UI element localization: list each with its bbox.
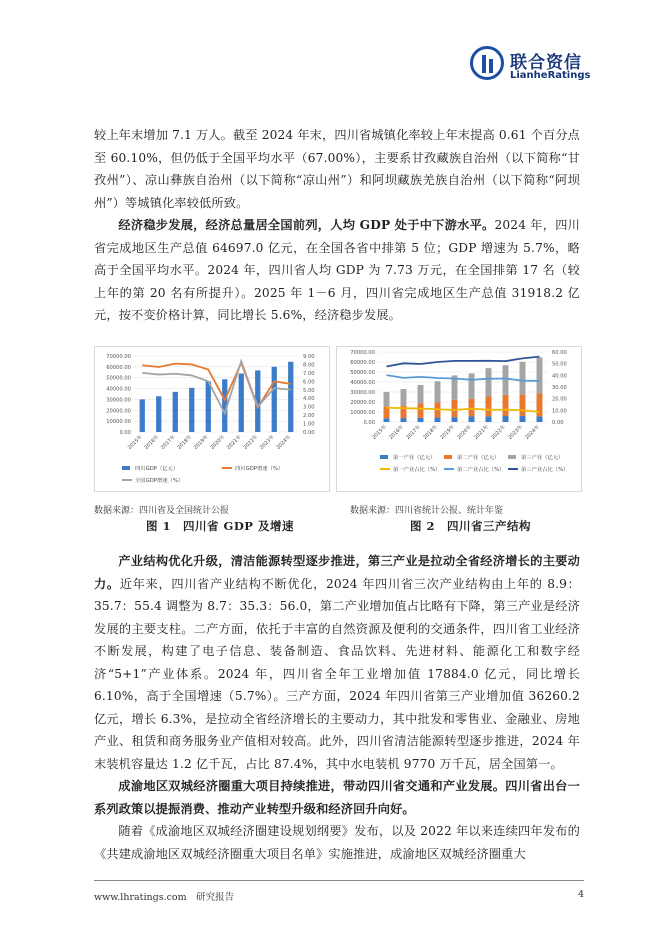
chart-gdp-growth xyxy=(94,346,330,492)
legend-label: 第二产业（亿元） xyxy=(457,455,500,461)
y-right-tick-label: 4.00 xyxy=(303,396,315,403)
x-tick-label: 2017年 xyxy=(159,434,177,451)
figure2-source: 数据来源：四川省统计公报、统计年鉴 xyxy=(350,506,504,516)
bar xyxy=(288,362,293,432)
body-text-top xyxy=(94,124,580,327)
x-tick-label: 2023年 xyxy=(258,434,276,451)
bar xyxy=(469,416,475,422)
x-tick-label: 2024年 xyxy=(524,424,541,441)
bar xyxy=(486,396,492,416)
legend-swatch xyxy=(444,455,452,459)
bar xyxy=(435,381,441,402)
y-right-tick-label: 1.00 xyxy=(303,421,315,428)
series-line xyxy=(387,375,540,381)
series-line xyxy=(387,408,540,412)
y-tick-label: 40000.00 xyxy=(106,386,131,393)
x-tick-label: 2018年 xyxy=(422,424,439,441)
bar xyxy=(173,392,178,432)
bar xyxy=(469,373,475,398)
paragraph-economy-body: 2024 年，四川省完成地区生产总值 64697.0 亿元，在全国各省中排第 5 位；GDP 增速为 5.7%，略高于全国平均水平。2024 年，四川省人均 GDP 为 7.73 万元，在全国排第 17 名（较上年的第 20 名有所提升）。2025 年 1－6 月，四川省完成地区生产总值 31918.2 亿元，按不变价格计算，同比增长 5.6%，经济稳步发展。 xyxy=(94,218,580,322)
brand-name-en: LianheRatings xyxy=(510,70,591,81)
x-tick-label: 2021年 xyxy=(225,434,243,451)
figure1-caption: 图 1 四川省 GDP 及增速 xyxy=(146,519,294,533)
bar xyxy=(520,416,526,422)
bar xyxy=(384,392,390,406)
x-tick-label: 2022年 xyxy=(242,434,260,451)
y-tick-label: 40000.00 xyxy=(350,380,375,386)
y-right-tick-label: 10.00 xyxy=(552,408,567,415)
paragraph-projects: 随着《成渝地区双城经济圈建设规划纲要》发布，以及 2022 年以来连续四年发布的《共建成渝地区双城经济圈重大项目名单》实施推进，成渝地区双城经济圈重大 xyxy=(94,824,580,861)
y-tick-label: 0.00 xyxy=(119,430,131,436)
y-right-tick-label: 60.00 xyxy=(552,350,567,356)
bar xyxy=(156,396,161,432)
x-tick-label: 2022年 xyxy=(490,424,507,441)
y-right-tick-label: 5.00 xyxy=(303,387,315,394)
y-tick-label: 60000.00 xyxy=(106,364,131,371)
paragraph-economy xyxy=(94,214,580,327)
legend-label: 第一产业（亿元） xyxy=(393,455,436,461)
legend-label: 第一产业占比（%） xyxy=(393,467,441,473)
bar xyxy=(418,418,424,422)
x-tick-label: 2021年 xyxy=(473,424,490,441)
bar xyxy=(486,368,492,396)
bar xyxy=(384,418,390,422)
bar xyxy=(537,357,543,393)
y-tick-label: 30000.00 xyxy=(350,390,375,396)
x-tick-label: 2024年 xyxy=(275,434,293,451)
x-tick-label: 2019年 xyxy=(192,434,210,451)
bar xyxy=(401,389,407,406)
y-right-tick-label: 20.00 xyxy=(552,396,567,403)
bar xyxy=(537,416,543,422)
brand-name-cn: 联合资信 xyxy=(510,53,582,73)
bar xyxy=(486,416,492,422)
series-line xyxy=(142,361,291,413)
bar xyxy=(503,365,509,395)
series-line xyxy=(142,363,291,408)
x-tick-label: 2015年 xyxy=(371,424,388,441)
figure2-caption: 图 2 四川省三产结构 xyxy=(410,519,532,533)
bar xyxy=(140,399,145,432)
bar xyxy=(452,417,458,422)
y-tick-label: 50000.00 xyxy=(350,370,375,376)
bar xyxy=(418,385,424,403)
x-tick-label: 2015年 xyxy=(126,434,144,451)
y-tick-label: 60000.00 xyxy=(350,360,375,366)
bar xyxy=(272,367,277,432)
paragraph-economy-heading: 经济稳步发展，经济总量居全国前列，人均 GDP 处于中下游水平。 xyxy=(118,218,495,232)
y-right-tick-label: 30.00 xyxy=(552,385,567,391)
y-right-tick-label: 2.00 xyxy=(303,413,315,420)
body-text-bottom xyxy=(94,550,580,865)
paragraph-chengyu-heading: 成渝地区双城经济圈重大项目持续推进，带动四川省交通和产业发展。四川省出台一系列政策以提振消费、推动产业转型升级和经济回升向好。 xyxy=(94,779,580,816)
bar xyxy=(520,362,526,395)
footer-label: 研究报告 xyxy=(196,892,235,903)
y-tick-label: 10000.00 xyxy=(350,410,375,416)
y-tick-label: 70000.00 xyxy=(350,350,375,356)
footer-divider xyxy=(94,880,584,881)
x-tick-label: 2018年 xyxy=(176,434,194,451)
bar xyxy=(401,418,407,422)
y-right-tick-label: 9.00 xyxy=(303,354,315,360)
legend-swatch xyxy=(508,455,516,459)
y-tick-label: 10000.00 xyxy=(106,419,131,426)
paragraph-chengyu xyxy=(94,775,580,820)
bar xyxy=(206,381,211,432)
lianhe-logo-icon xyxy=(470,46,504,80)
y-tick-label: 50000.00 xyxy=(106,375,131,382)
x-tick-label: 2020年 xyxy=(209,434,227,451)
y-tick-label: 30000.00 xyxy=(106,397,131,404)
legend-label: 四川GDP（亿元） xyxy=(135,466,179,472)
bar xyxy=(239,374,244,432)
legend-label: 全国GDP增速（%） xyxy=(135,478,184,484)
y-tick-label: 20000.00 xyxy=(106,408,131,415)
y-right-tick-label: 7.00 xyxy=(303,370,315,377)
y-tick-label: 0.00 xyxy=(363,420,375,426)
paragraph-urbanization: 较上年末增加 7.1 万人。截至 2024 年末，四川省城镇化率较上年末提高 0.61 个百分点至 60.10%，但仍低于全国平均水平（67.00%），主要系甘孜藏族自治州（以下简称“甘孜州”）、凉山彝族自治州（以下简称“凉山州”）和阿坝藏族羌族自治州（以下简称“阿坝州”）等城镇化率较低所致。 xyxy=(94,128,580,210)
page-number: 4 xyxy=(578,889,585,900)
bar xyxy=(452,400,458,417)
legend-label: 第二产业占比（%） xyxy=(457,467,505,473)
bar xyxy=(520,395,526,416)
y-right-tick-label: 0.00 xyxy=(552,420,564,426)
bar xyxy=(435,418,441,422)
paragraph-industry-body: 近年来，四川省产业结构不断优化，2024 年四川省三次产业结构由上年的 8.9：35.7：55.4 调整为 8.7：35.3：56.0，第二产业增加值占比略有下降，第三产业是经济发展的主要支柱。二产方面，依托于丰富的自然资源及便利的交通条件，四川省工业经济不断发展，构建了电子信息、装备制造、食品饮料、先进材料、能源化工和数字经济“5+1”产业体系。2024 年，四川省全年工业增加值 17884.0 亿元，同比增长 6.10%，高于全国增速（5.7%）。三产方面，2024 年四川省第三产业增加值 36260.2 亿元，增长 6.3%，是拉动全省经济增长的主要动力，其中批发和零售业、金融业、房地产业、租赁和商务服务业产值相对较高。此外，四川省清洁能源转型逐步推进，2024 年末装机容量达 1.2 亿千瓦，占比 87.4%，其中水电装机 9770 万千瓦，居全国第一。 xyxy=(94,576,580,771)
footer-site xyxy=(94,889,234,903)
legend-label: 四川GDP增速（%） xyxy=(235,466,284,472)
bar xyxy=(503,395,509,416)
bar xyxy=(537,394,543,417)
footer-url: www.lhratings.com xyxy=(94,892,187,903)
legend-label: 第三产业（亿元） xyxy=(521,455,564,461)
series-line xyxy=(387,357,540,367)
y-right-tick-label: 6.00 xyxy=(303,379,315,386)
y-tick-label: 20000.00 xyxy=(350,400,375,406)
x-tick-label: 2016年 xyxy=(143,434,161,451)
x-tick-label: 2017年 xyxy=(405,424,422,441)
x-tick-label: 2016年 xyxy=(388,424,405,441)
paragraph-industry-heading: 产业结构优化升级，清洁能源转型逐步推进，第三产业是拉动全省经济增长的主要动力。 xyxy=(94,554,580,591)
brand-logo xyxy=(470,46,600,86)
y-right-tick-label: 0.00 xyxy=(303,430,315,436)
legend-swatch xyxy=(380,455,388,459)
legend-label: 第三产业占比（%） xyxy=(521,467,569,473)
y-right-tick-label: 3.00 xyxy=(303,404,315,411)
paragraph-industry xyxy=(94,550,580,775)
bar xyxy=(469,399,475,417)
y-right-tick-label: 8.00 xyxy=(303,362,315,369)
chart-industry-structure xyxy=(336,346,582,492)
bar xyxy=(503,416,509,422)
legend-swatch xyxy=(122,466,130,470)
bar xyxy=(418,403,424,417)
y-tick-label: 70000.00 xyxy=(106,354,131,360)
y-right-tick-label: 50.00 xyxy=(552,361,567,368)
figure1-source: 数据来源：四川省及全国统计公报 xyxy=(94,506,230,516)
x-tick-label: 2020年 xyxy=(456,424,473,441)
bar xyxy=(189,388,194,432)
y-right-tick-label: 40.00 xyxy=(552,373,567,380)
x-tick-label: 2023年 xyxy=(507,424,524,441)
x-tick-label: 2019年 xyxy=(439,424,456,441)
